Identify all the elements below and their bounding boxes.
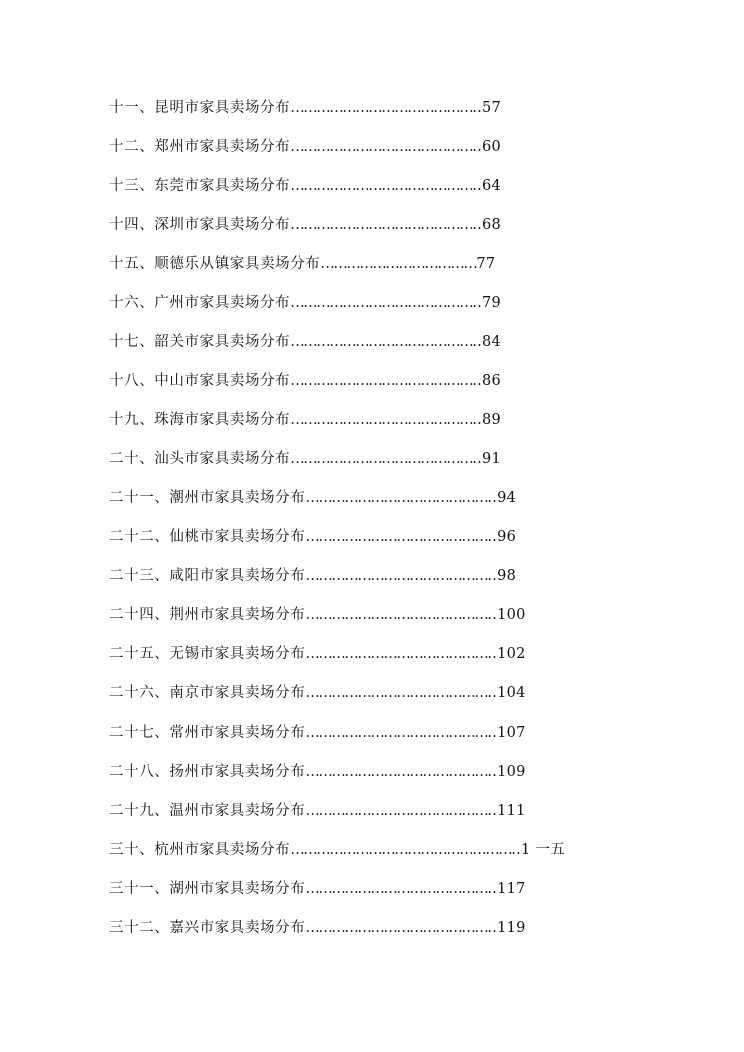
toc-entry-page: ..64 bbox=[472, 178, 502, 195]
toc-entry-leader: …………………………………… bbox=[290, 451, 473, 468]
toc-entry-page: ..111 bbox=[487, 802, 526, 819]
table-of-contents bbox=[109, 95, 669, 954]
toc-entry-title: 二十五、无锡市家具卖场分布 bbox=[109, 646, 306, 663]
toc-entry[interactable] bbox=[109, 524, 669, 563]
toc-entry-page: ..109 bbox=[487, 763, 526, 780]
toc-entry-page: ..102 bbox=[487, 646, 526, 663]
toc-entry[interactable] bbox=[109, 837, 669, 876]
toc-entry[interactable] bbox=[109, 563, 669, 602]
toc-entry[interactable] bbox=[109, 407, 669, 446]
toc-entry-page: ..94 bbox=[487, 490, 517, 507]
toc-entry-page: ..100 bbox=[487, 607, 526, 624]
toc-entry-page: 77 bbox=[476, 256, 496, 273]
toc-entry[interactable] bbox=[109, 759, 669, 798]
toc-entry-title: 二十三、咸阳市家具卖场分布 bbox=[109, 568, 306, 585]
toc-entry[interactable] bbox=[109, 720, 669, 759]
toc-entry-title: 十四、深圳市家具卖场分布 bbox=[109, 217, 291, 234]
toc-entry-page: ..68 bbox=[472, 217, 502, 234]
toc-entry-leader: …………………………………… bbox=[290, 178, 473, 195]
toc-entry-page: ..119 bbox=[487, 919, 526, 936]
toc-entry[interactable] bbox=[109, 680, 669, 719]
toc-entry-leader: …………………………………… bbox=[305, 802, 488, 819]
toc-entry[interactable] bbox=[109, 485, 669, 524]
toc-entry[interactable] bbox=[109, 251, 669, 290]
toc-entry-page: ..57 bbox=[472, 100, 502, 116]
toc-entry[interactable] bbox=[109, 798, 669, 837]
toc-entry-title: 二十七、常州市家具卖场分布 bbox=[109, 724, 306, 741]
toc-entry-title: 二十二、仙桃市家具卖场分布 bbox=[109, 529, 306, 546]
toc-entry-title: 十六、广州市家具卖场分布 bbox=[109, 295, 291, 312]
toc-entry-leader: …………………………………… bbox=[305, 763, 488, 780]
toc-entry-page: ..89 bbox=[472, 412, 502, 429]
toc-entry-leader: …………………………………… bbox=[290, 373, 473, 390]
toc-entry[interactable] bbox=[109, 602, 669, 641]
toc-entry[interactable] bbox=[109, 641, 669, 680]
toc-entry-leader: …………………………………… bbox=[305, 919, 488, 936]
toc-entry-leader: …………………………………… bbox=[305, 646, 488, 663]
toc-entry-title: 二十九、温州市家具卖场分布 bbox=[109, 802, 306, 819]
toc-entry-leader: …………………………………… bbox=[290, 139, 473, 156]
toc-entry-page: ..1 一五 bbox=[511, 841, 566, 858]
toc-entry-title: 十二、郑州市家具卖场分布 bbox=[109, 139, 291, 156]
toc-entry-leader: …………………………………… bbox=[290, 100, 473, 116]
toc-entry[interactable] bbox=[109, 368, 669, 407]
toc-entry-page: ..117 bbox=[487, 880, 526, 897]
toc-entry-title: 二十四、荆州市家具卖场分布 bbox=[109, 607, 306, 624]
toc-entry-leader: …………………………………… bbox=[305, 529, 488, 546]
toc-entry-leader: …………………………………… bbox=[290, 295, 473, 312]
toc-entry-page: ..104 bbox=[487, 685, 526, 702]
toc-entry-page: ..98 bbox=[487, 568, 517, 585]
toc-entry-leader: …………………………………… bbox=[305, 880, 488, 897]
toc-entry[interactable] bbox=[109, 915, 669, 954]
toc-entry-leader: …………………………………… bbox=[290, 217, 473, 234]
toc-entry[interactable] bbox=[109, 290, 669, 329]
toc-entry-title: 十五、顺德乐从镇家具卖场分布 bbox=[109, 256, 321, 273]
toc-entry-title: 三十一、湖州市家具卖场分布 bbox=[109, 880, 306, 897]
toc-entry-page: ..107 bbox=[487, 724, 526, 741]
toc-entry-leader: …………………………………… bbox=[305, 568, 488, 585]
toc-entry-title: 二十八、扬州市家具卖场分布 bbox=[109, 763, 306, 780]
toc-entry-title: 十九、珠海市家具卖场分布 bbox=[109, 412, 291, 429]
toc-entry-leader: …………………………………………… bbox=[290, 841, 512, 858]
toc-entry-leader: …………………………………… bbox=[290, 334, 473, 351]
toc-entry-page: ..60 bbox=[472, 139, 502, 156]
toc-entry[interactable] bbox=[109, 876, 669, 915]
toc-entry[interactable] bbox=[109, 212, 669, 251]
toc-entry-page: ..96 bbox=[487, 529, 517, 546]
toc-entry-title: 二十一、潮州市家具卖场分布 bbox=[109, 490, 306, 507]
toc-entry-leader: …………………………………… bbox=[305, 685, 488, 702]
toc-entry-title: 十一、昆明市家具卖场分布 bbox=[109, 100, 291, 116]
toc-entry-title: 三十二、嘉兴市家具卖场分布 bbox=[109, 919, 306, 936]
toc-entry-page: ..79 bbox=[472, 295, 502, 312]
toc-entry-page: ..84 bbox=[472, 334, 502, 351]
toc-entry-page: ..86 bbox=[472, 373, 502, 390]
toc-entry-title: 十八、中山市家具卖场分布 bbox=[109, 373, 291, 390]
toc-entry-leader: …………………………………… bbox=[305, 490, 488, 507]
toc-entry-leader: ……………………………… bbox=[320, 256, 477, 273]
toc-entry[interactable] bbox=[109, 329, 669, 368]
toc-entry-leader: …………………………………… bbox=[305, 724, 488, 741]
toc-entry-leader: …………………………………… bbox=[305, 607, 488, 624]
toc-entry-title: 三十、杭州市家具卖场分布 bbox=[109, 841, 291, 858]
toc-entry[interactable] bbox=[109, 134, 669, 173]
toc-entry-leader: …………………………………… bbox=[290, 412, 473, 429]
toc-entry-title: 二十六、南京市家具卖场分布 bbox=[109, 685, 306, 702]
toc-entry-title: 十三、东莞市家具卖场分布 bbox=[109, 178, 291, 195]
toc-entry-page: ..91 bbox=[472, 451, 502, 468]
toc-entry[interactable] bbox=[109, 173, 669, 212]
toc-entry-title: 二十、汕头市家具卖场分布 bbox=[109, 451, 291, 468]
toc-entry-title: 十七、韶关市家具卖场分布 bbox=[109, 334, 291, 351]
toc-entry[interactable] bbox=[109, 95, 669, 134]
toc-entry[interactable] bbox=[109, 446, 669, 485]
